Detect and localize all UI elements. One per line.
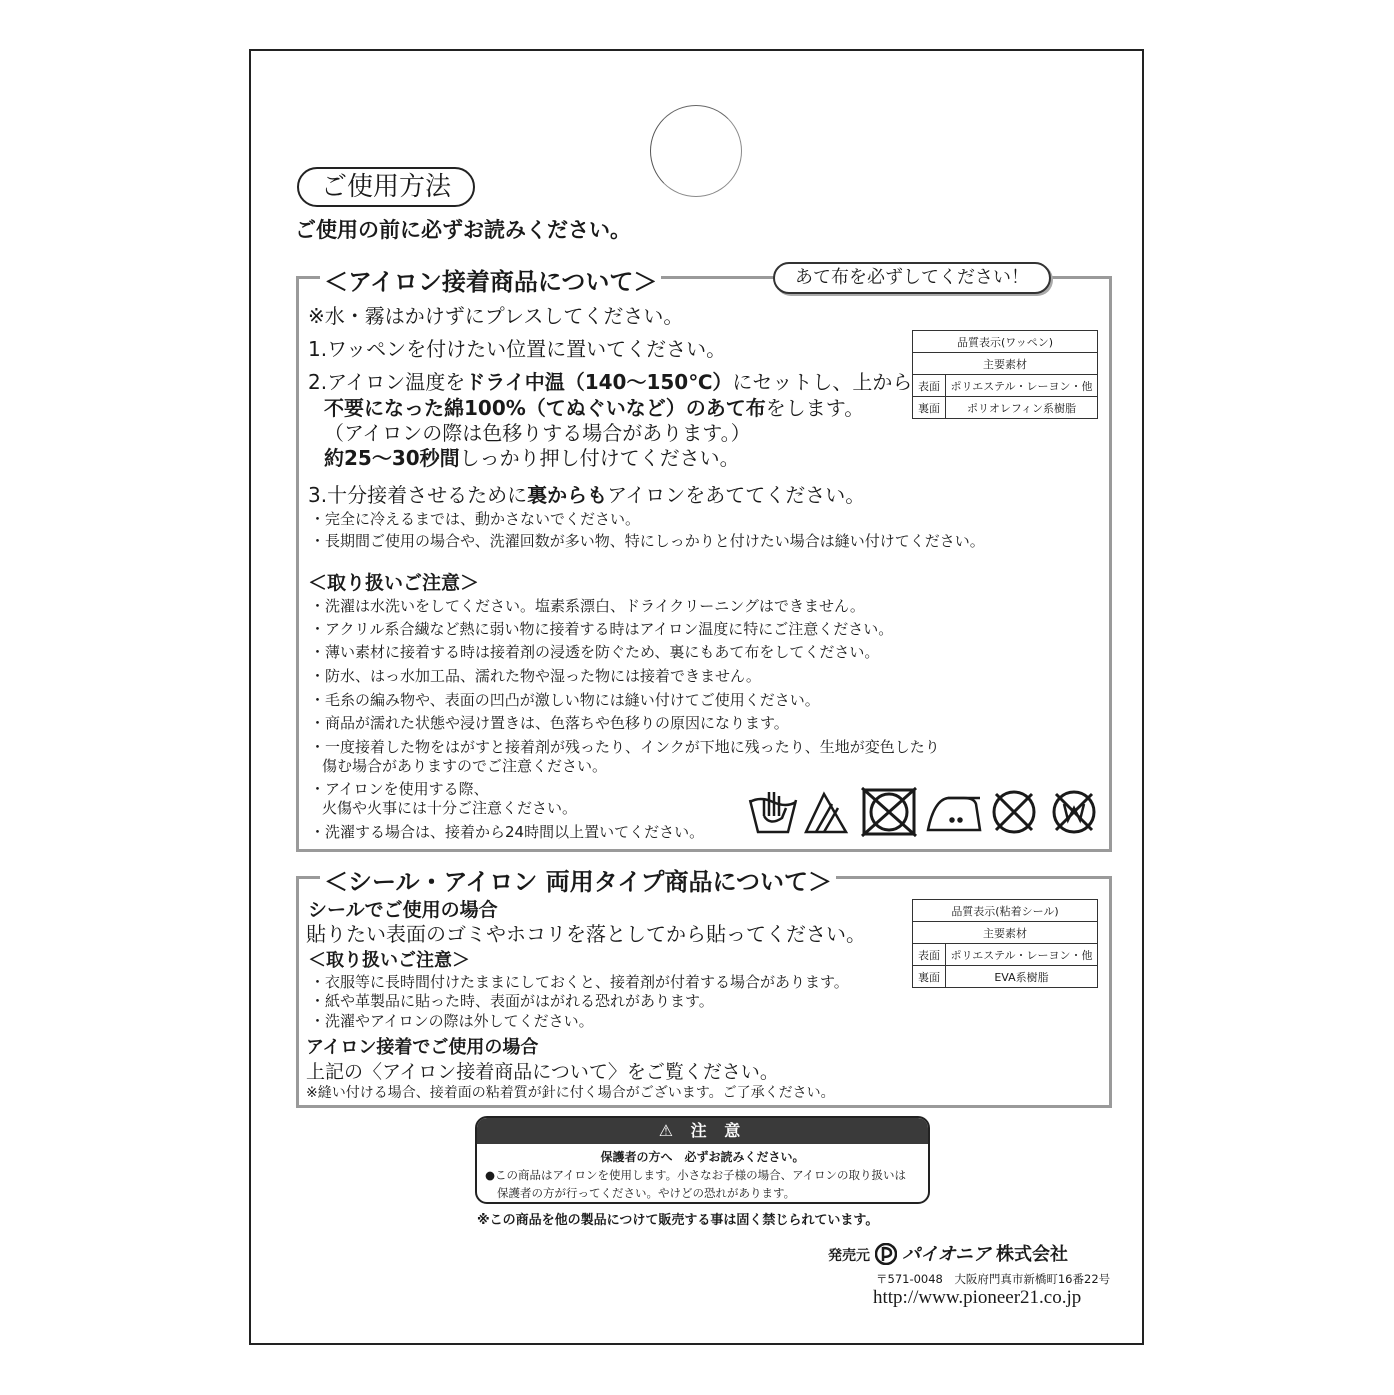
brand-name: パイオニア	[902, 1244, 991, 1265]
cloth-note: あて布を必ずしてください！	[773, 262, 1051, 294]
no-wet-clean-icon	[1054, 792, 1094, 832]
company-suffix: 株式会社	[996, 1244, 1069, 1265]
warning-triangle-icon: ⚠	[658, 1121, 680, 1140]
read-before-use: ご使用の前に必ずお読みください。	[295, 218, 631, 242]
iron-use-heading: アイロン接着でご使用の場合	[306, 1037, 539, 1058]
hand-wash-icon	[750, 792, 796, 832]
back-label: 裏面	[913, 397, 946, 419]
handling-item: ・商品が濡れた状態や浸け置きは、色落ちや色移りの原因になります。	[310, 714, 789, 732]
quality-table-patch	[912, 330, 1098, 419]
front-label: 表面	[913, 944, 946, 966]
back-value: ポリオレフィン系樹脂	[946, 397, 1098, 419]
seal-handling-title: ＜取り扱いご注意＞	[308, 950, 470, 971]
seal-section-title: ＜シール・アイロン 両用タイプ商品について＞	[320, 862, 836, 897]
caution-subtitle: 保護者の方へ 必ずお読みください。	[600, 1150, 805, 1164]
step-2	[308, 366, 912, 395]
hang-hole	[650, 105, 742, 197]
caution-line-2: 保護者の方が行ってください。やけどの恐れがあります。	[497, 1186, 796, 1200]
step-3	[308, 479, 865, 508]
front-value: ポリエステル・レーヨン・他	[946, 375, 1098, 397]
caution-box	[475, 1116, 930, 1204]
seal-handling-item: ・紙や革製品に貼った時、表面がはがれる恐れがあります。	[310, 992, 714, 1010]
publisher-line	[828, 1240, 1068, 1266]
front-value: ポリエステル・レーヨン・他	[946, 944, 1098, 966]
seal-handling-item: ・衣服等に長時間付けたままにしておくと、接着剤が付着する場合があります。	[310, 973, 849, 991]
no-tumble-dry-icon	[862, 788, 916, 836]
front-label: 表面	[913, 375, 946, 397]
quality-main: 主要素材	[913, 353, 1098, 375]
quality-title: 品質表示(ワッペン)	[913, 331, 1098, 353]
step-1: 1.ワッペンを付けたい位置に置いてください。	[308, 337, 727, 361]
iron-medium-icon	[928, 798, 980, 830]
step-2-cloth-bold: 不要になった綿100%（てぬぐいなど）のあて布	[324, 396, 766, 420]
care-symbols	[748, 786, 1100, 838]
iron-use-text: 上記の〈アイロン接着商品について〉をご覧ください。	[306, 1061, 779, 1083]
usage-title: ご使用方法	[297, 167, 475, 207]
step-2-color-note: （アイロンの際は色移りする場合があります。）	[324, 421, 751, 445]
handling-item: ・毛糸の編み物や、表面の凹凸が激しい物には縫い付けてご使用ください。	[310, 691, 820, 709]
handling-item-cont: 火傷や火事には十分ご注意ください。	[322, 799, 578, 817]
step-2-press: しっかり押し付けてください。	[459, 446, 740, 470]
step-2-text-a: 2.アイロン温度を	[308, 370, 466, 394]
step-3-text-a: 3.十分接着させるために	[308, 483, 528, 507]
bullet-sew: ・長期間ご使用の場合や、洗濯回数が多い物、特にしっかりと付けたい場合は縫い付けてください。	[310, 532, 985, 550]
quality-main: 主要素材	[913, 922, 1098, 944]
step-2-cloth-text: をします。	[765, 396, 865, 420]
caution-line-1: ●この商品はアイロンを使用します。小さなお子様の場合、アイロンの取り扱いは	[485, 1168, 907, 1182]
bleach-triangle-icon	[806, 794, 846, 832]
address: 〒571-0048 大阪府門真市新橋町16番22号	[876, 1272, 1111, 1286]
caution-title: 注 意	[690, 1121, 747, 1140]
publisher-label: 発売元	[828, 1248, 870, 1264]
seal-heading: シールでご使用の場合	[308, 899, 498, 921]
handling-item: ・アクリル系合繊など熱に弱い物に接着する時はアイロン温度に特にご注意ください。	[310, 620, 894, 638]
handling-item: ・洗濯する場合は、接着から24時間以上置いてください。	[310, 823, 705, 841]
handling-item: ・一度接着した物をはがすと接着剤が残ったり、インクが下地に残ったり、生地が変色したり	[310, 738, 940, 756]
handling-item-cont: 傷む場合がありますのでご注意ください。	[322, 757, 608, 775]
caution-header	[477, 1118, 928, 1144]
no-water-note: ※水・霧はかけずにプレスしてください。	[308, 304, 684, 328]
handling-item: ・アイロンを使用する際、	[310, 780, 489, 798]
handling-item: ・洗濯は水洗いをしてください。塩素系漂白、ドライクリーニングはできません。	[310, 597, 865, 615]
quality-table-seal	[912, 899, 1098, 988]
step-3-text-c: アイロンをあててください。	[607, 483, 866, 507]
sewing-note: ※縫い付ける場合、接着面の粘着質が針に付く場合がございます。ご了承ください。	[306, 1085, 835, 1101]
handling-item: ・薄い素材に接着する時は接着剤の浸透を防ぐため、裏にもあて布をしてください。	[310, 643, 880, 661]
step-2-time	[324, 442, 740, 471]
handling-item: ・防水、はっ水加工品、濡れた物や湿った物には接着できません。	[310, 667, 761, 685]
quality-title: 品質表示(粘着シール)	[913, 900, 1098, 922]
handling-title: ＜取り扱いご注意＞	[308, 572, 480, 594]
step-3-back: 裏からも	[527, 483, 608, 507]
step-2-text-c: にセットし、上から	[732, 370, 913, 394]
seal-text: 貼りたい表面のゴミやホコリを落としてから貼ってください。	[306, 922, 866, 946]
website-url: http://www.pioneer21.co.jp	[873, 1287, 1082, 1308]
resale-note: ※この商品を他の製品につけて販売する事は固く禁じられています。	[477, 1213, 879, 1228]
step-2-seconds: 約25〜30秒間	[324, 446, 460, 470]
seal-handling-item: ・洗濯やアイロンの際は外してください。	[310, 1012, 594, 1030]
back-value: EVA系樹脂	[946, 966, 1098, 988]
step-2-temp: ドライ中温（140〜150℃）	[465, 370, 733, 394]
no-dry-clean-icon	[994, 792, 1034, 832]
back-label: 裏面	[913, 966, 946, 988]
pioneer-logo-icon	[875, 1243, 897, 1265]
bullet-cool: ・完全に冷えるまでは、動かさないでください。	[310, 510, 641, 528]
iron-section-title: ＜アイロン接着商品について＞	[320, 262, 661, 297]
